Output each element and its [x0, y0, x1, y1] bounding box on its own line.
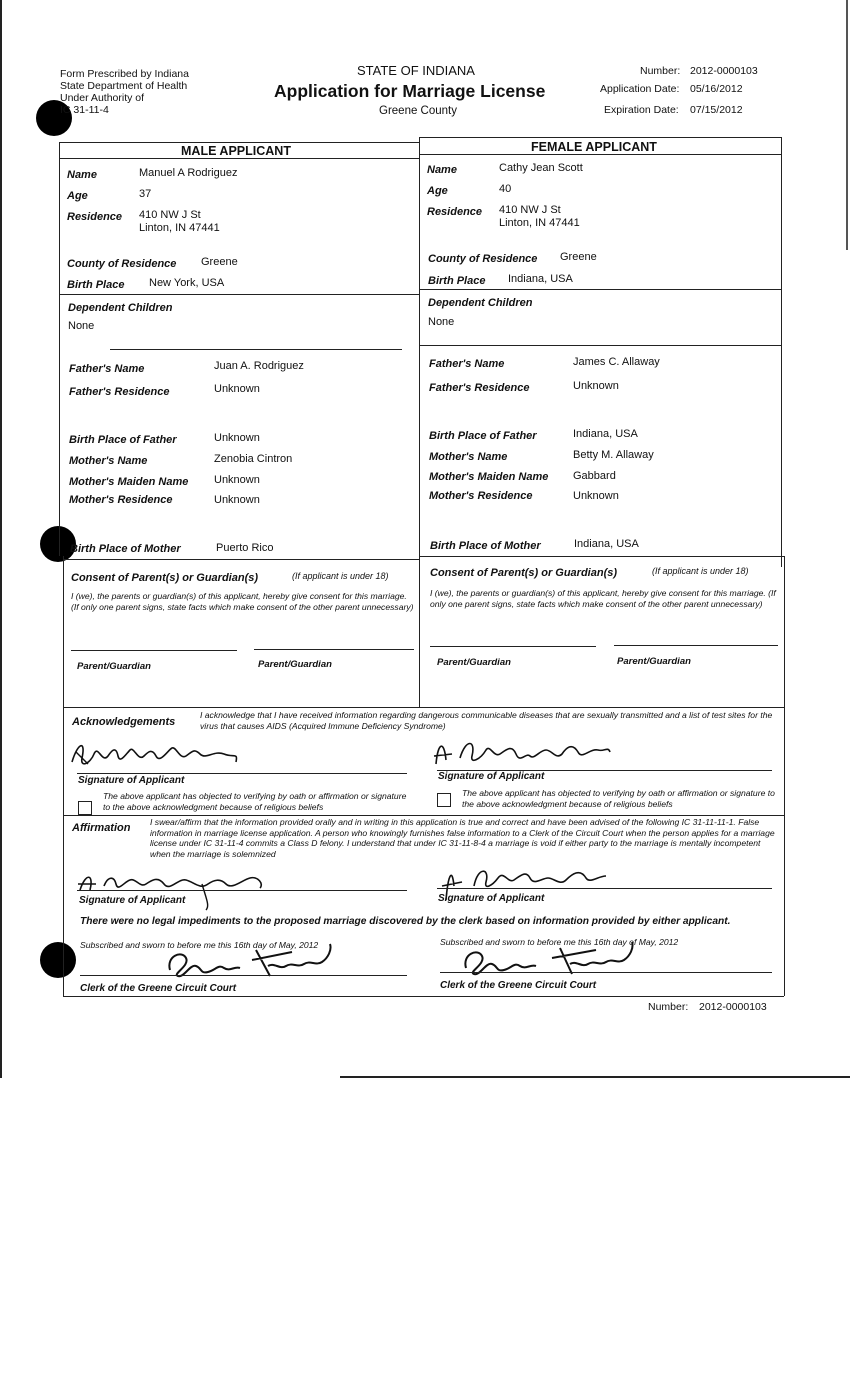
male-mothers-residence-value: Unknown: [214, 494, 260, 506]
male-consent-sign-line-2: [254, 649, 414, 650]
expiration-date-value: 07/15/2012: [690, 104, 743, 116]
male-mothers-residence-label: Mother's Residence: [69, 494, 173, 506]
frame-top-left: [59, 142, 419, 143]
affirmation-label: Affirmation: [72, 822, 131, 834]
female-birth-place-father-value: Indiana, USA: [573, 428, 638, 440]
male-ack-signature: [68, 734, 248, 776]
footer-number-value: 2012-0000103: [699, 1001, 767, 1013]
male-name-value: Manuel A Rodriguez: [139, 167, 238, 179]
ack-section-bottom-rule: [63, 815, 784, 816]
frame-left-lower: [63, 556, 64, 996]
female-clerk-signature-line: [440, 972, 772, 973]
header-row-right-bottom: [419, 154, 781, 155]
male-objection-checkbox[interactable]: [78, 801, 92, 815]
male-clerk-signature: [160, 936, 350, 980]
scan-right-edge: [846, 0, 848, 250]
female-subscribed-text: Subscribed and sworn to before me this 16th day of May, 2012: [440, 937, 679, 947]
male-clerk-signature-line: [80, 975, 407, 976]
acknowledgements-text: I acknowledge that I have received information regarding dangerous communicable diseases that are sexually transmitted and a list of test sites for the virus that causes AIDS (Acquired Immune Deficiency Syndrome): [200, 710, 773, 731]
male-affirmation-signature-line: [77, 890, 407, 891]
male-mothers-name-label: Mother's Name: [69, 455, 148, 467]
female-consent-text: I (we), the parents or guardian(s) of this applicant, hereby give consent for this marriage. (If only one parent signs, state facts which make consent of the other parent unnecessary): [430, 588, 776, 609]
male-subscribed-text: Subscribed and sworn to before me this 16th day of May, 2012: [80, 940, 319, 950]
male-consent-title: Consent of Parent(s) or Guardian(s): [71, 572, 259, 584]
female-affirmation-signature-line: [437, 888, 772, 889]
male-parent-guardian-2: Parent/Guardian: [258, 659, 332, 670]
form-prescribed-line4: IC 31-11-4: [60, 104, 109, 116]
male-birth-place-value: New York, USA: [149, 277, 225, 289]
form-prescribed-line3: Under Authority of: [60, 92, 145, 104]
female-age-value: 40: [499, 183, 512, 195]
frame-right: [781, 137, 782, 567]
footer-number-label: Number:: [648, 1001, 689, 1013]
county-heading: Greene County: [379, 105, 457, 117]
male-birth-place-father-label: Birth Place of Father: [69, 434, 177, 446]
male-county-value: Greene: [201, 256, 238, 268]
female-children-rule: [419, 345, 781, 346]
female-name-value: Cathy Jean Scott: [499, 162, 583, 174]
male-birthplace-rule: [59, 294, 419, 295]
male-county-label: County of Residence: [67, 258, 177, 270]
scan-left-edge: [0, 0, 2, 1078]
male-consent-text: I (we), the parents or guardian(s) of this applicant, hereby give consent for this marriage. (If only one parent signs, state facts which make consent of the other parent unnecessary): [71, 591, 414, 612]
punch-hole-bottom: [40, 942, 76, 978]
male-consent-sign-line-1: [71, 650, 237, 651]
male-age-value: 37: [139, 188, 152, 200]
male-dependent-children-label: Dependent Children: [68, 302, 173, 314]
male-affirmation-signature-label: Signature of Applicant: [79, 895, 186, 906]
state-heading: STATE OF INDIANA: [357, 63, 475, 78]
form-prescribed-line2: State Department of Health: [60, 80, 188, 92]
application-date-label: Application Date:: [600, 83, 680, 95]
frame-left: [59, 142, 60, 556]
male-dependent-children-value: None: [68, 320, 95, 332]
scan-edge-line: [340, 1076, 850, 1078]
female-county-label: County of Residence: [428, 253, 538, 265]
female-dependent-children-value: None: [428, 316, 455, 328]
frame-right-lower: [784, 556, 785, 996]
acknowledgements-label: Acknowledgements: [72, 716, 176, 728]
affirmation-text: I swear/affirm that the information provided orally and in writing in this application is true and correct and have been advised of the following IC 31-11-11-1. False information in marriage license application. A person who knowingly furnishes false information to a Clerk of the Circuit Court when the person applies for a marriage license under IC 31-11-4 commits a Class D felony. I understand that under IC 31-11-8-4 a marriage is void if either party to the marriage is mentally incompetent when the marriage is solemnized: [150, 817, 775, 859]
female-consent-sign-line-2: [614, 645, 778, 646]
male-children-rule: [110, 349, 402, 350]
no-impediments-statement: There were no legal impediments to the proposed marriage discovered by the clerk based on information provided by either applicant.: [80, 916, 731, 927]
female-fathers-residence-value: Unknown: [573, 380, 619, 392]
male-age-label: Age: [67, 190, 88, 202]
consent-section-bottom-rule: [63, 707, 784, 708]
male-birth-place-mother-label: Birth Place of Mother: [70, 543, 181, 555]
number-label: Number:: [640, 65, 681, 77]
male-residence-line1: 410 NW J St: [139, 209, 201, 221]
page-title: Application for Marriage License: [274, 81, 546, 101]
female-birth-place-mother-label: Birth Place of Mother: [430, 540, 541, 552]
female-mothers-residence-value: Unknown: [573, 490, 619, 502]
male-residence-line2: Linton, IN 47441: [139, 222, 220, 234]
female-parent-guardian-1: Parent/Guardian: [437, 657, 511, 668]
male-name-label: Name: [67, 169, 97, 181]
female-clerk-label: Clerk of the Greene Circuit Court: [440, 980, 597, 991]
female-parent-guardian-2: Parent/Guardian: [617, 656, 691, 667]
frame-top-right: [419, 137, 781, 138]
female-residence-line2: Linton, IN 47441: [499, 217, 580, 229]
female-consent-note: (If applicant is under 18): [652, 566, 749, 576]
expiration-date-label: Expiration Date:: [604, 104, 679, 116]
female-applicant-heading: FEMALE APPLICANT: [531, 140, 657, 154]
male-fathers-residence-label: Father's Residence: [69, 386, 170, 398]
female-fathers-residence-label: Father's Residence: [429, 382, 530, 394]
application-date-value: 05/16/2012: [690, 83, 743, 95]
number-value: 2012-0000103: [690, 65, 758, 77]
frame-bottom: [63, 996, 784, 997]
male-fathers-name-value: Juan A. Rodriguez: [214, 360, 304, 372]
female-consent-title: Consent of Parent(s) or Guardian(s): [430, 567, 618, 579]
female-birthplace-rule: [419, 289, 781, 290]
male-consent-note: (If applicant is under 18): [292, 571, 389, 581]
female-affirmation-signature-label: Signature of Applicant: [438, 893, 545, 904]
male-ack-signature-label: Signature of Applicant: [78, 775, 185, 786]
female-fathers-name-label: Father's Name: [429, 358, 505, 370]
header-row-left-bottom: [59, 158, 419, 159]
form-prescribed-line1: Form Prescribed by Indiana: [60, 68, 189, 80]
female-mothers-residence-label: Mother's Residence: [429, 490, 533, 502]
male-parent-guardian-1: Parent/Guardian: [77, 661, 151, 672]
female-fathers-name-value: James C. Allaway: [573, 356, 660, 368]
female-mothers-maiden-name-label: Mother's Maiden Name: [429, 471, 549, 483]
female-mothers-name-label: Mother's Name: [429, 451, 508, 463]
male-objection-text: The above applicant has objected to verifying by oath or affirmation or signature to the above acknowledgment because of religious beliefs: [103, 791, 407, 812]
male-birth-place-father-value: Unknown: [214, 432, 260, 444]
frame-divider: [419, 137, 420, 707]
male-clerk-label: Clerk of the Greene Circuit Court: [80, 983, 237, 994]
female-ack-signature-label: Signature of Applicant: [438, 771, 545, 782]
female-consent-sign-line-1: [430, 646, 596, 647]
female-objection-text: The above applicant has objected to verifying by oath or affirmation or signature to the above acknowledgment because of religious beliefs: [462, 788, 775, 809]
male-residence-label: Residence: [67, 211, 123, 223]
female-mothers-maiden-name-value: Gabbard: [573, 470, 616, 482]
male-mothers-maiden-name-value: Unknown: [214, 474, 260, 486]
male-mothers-name-value: Zenobia Cintron: [214, 453, 293, 465]
male-ack-signature-line: [77, 773, 407, 774]
female-birth-place-label: Birth Place: [428, 275, 486, 287]
female-residence-line1: 410 NW J St: [499, 204, 561, 216]
female-ack-signature: [430, 730, 630, 772]
female-objection-checkbox[interactable]: [437, 793, 451, 807]
female-age-label: Age: [427, 185, 448, 197]
male-birth-place-mother-value: Puerto Rico: [216, 542, 274, 554]
male-mother-section-rule: [63, 559, 419, 560]
male-applicant-heading: MALE APPLICANT: [181, 144, 291, 158]
female-birth-place-father-label: Birth Place of Father: [429, 430, 537, 442]
male-birth-place-label: Birth Place: [67, 279, 125, 291]
female-residence-label: Residence: [427, 206, 483, 218]
female-dependent-children-label: Dependent Children: [428, 297, 533, 309]
female-name-label: Name: [427, 164, 457, 176]
female-birth-place-value: Indiana, USA: [508, 273, 573, 285]
male-fathers-residence-value: Unknown: [214, 383, 260, 395]
female-birth-place-mother-value: Indiana, USA: [574, 538, 639, 550]
female-mother-section-rule: [419, 556, 784, 557]
female-county-value: Greene: [560, 251, 597, 263]
male-mothers-maiden-name-label: Mother's Maiden Name: [69, 476, 189, 488]
male-fathers-name-label: Father's Name: [69, 363, 145, 375]
female-mothers-name-value: Betty M. Allaway: [573, 449, 654, 461]
